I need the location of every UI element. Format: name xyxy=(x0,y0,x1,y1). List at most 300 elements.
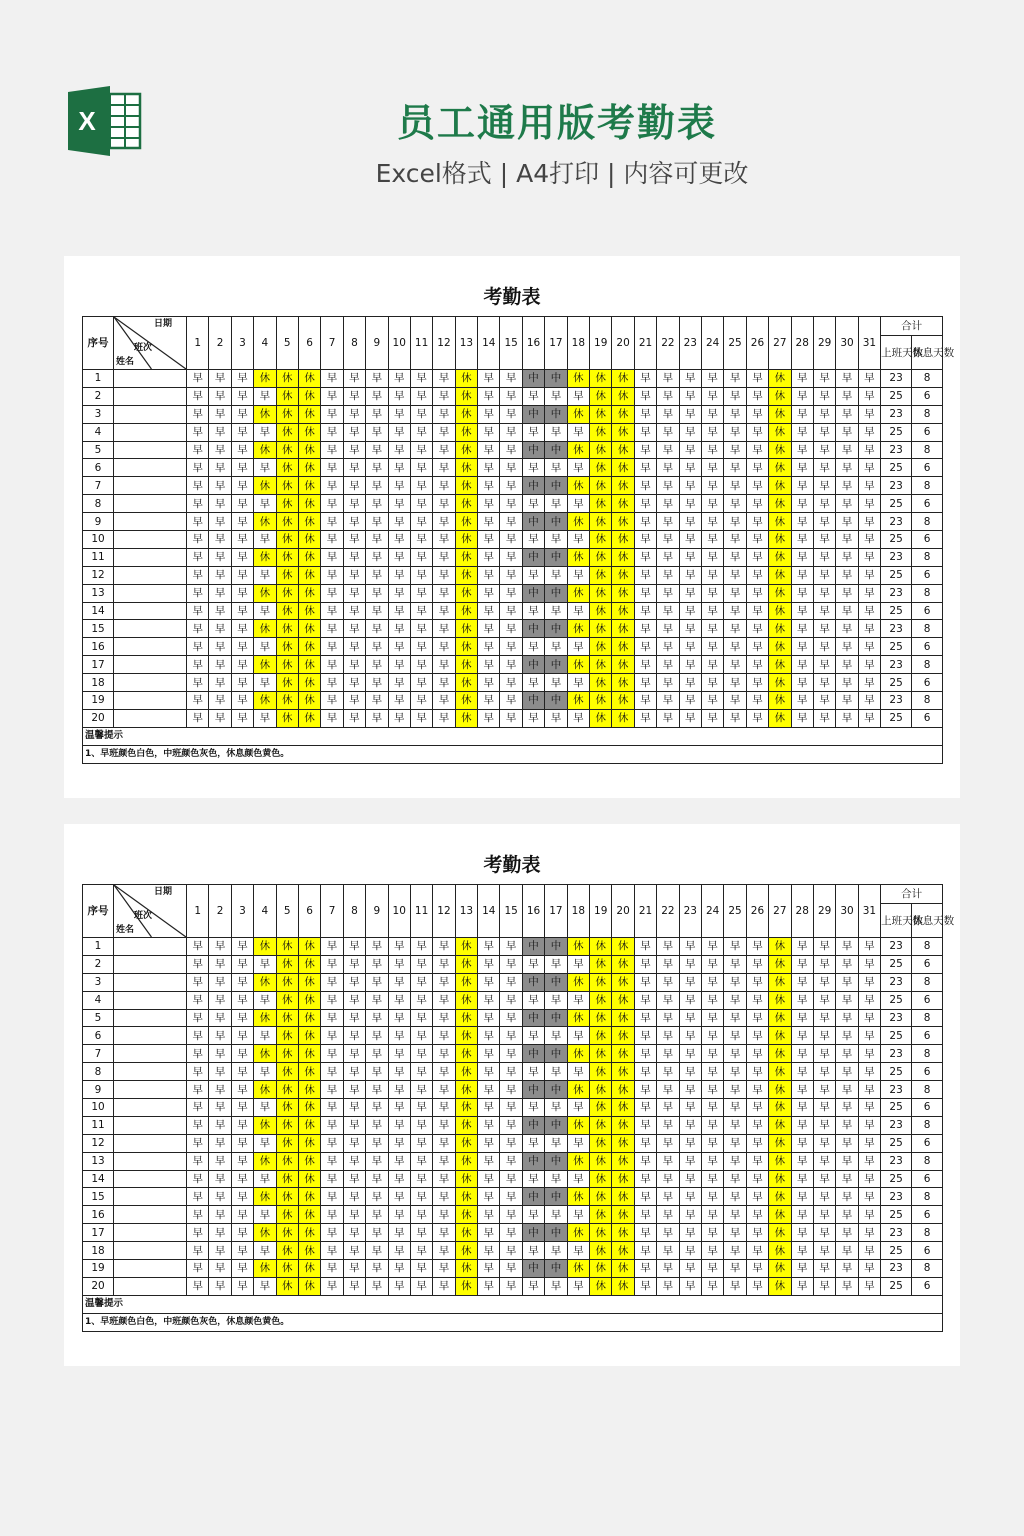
shift-cell[interactable]: 早 xyxy=(500,1152,522,1170)
shift-cell[interactable]: 早 xyxy=(410,638,432,656)
shift-cell[interactable]: 早 xyxy=(813,1152,835,1170)
shift-cell[interactable]: 早 xyxy=(522,1206,544,1224)
shift-cell[interactable]: 早 xyxy=(321,423,343,441)
shift-cell[interactable]: 早 xyxy=(500,1009,522,1027)
name-cell[interactable] xyxy=(114,1116,187,1134)
name-cell[interactable] xyxy=(114,423,187,441)
shift-cell[interactable]: 早 xyxy=(343,370,365,388)
shift-cell[interactable]: 早 xyxy=(701,1009,723,1027)
shift-cell[interactable]: 休 xyxy=(254,1152,276,1170)
shift-cell[interactable]: 休 xyxy=(769,1260,791,1278)
shift-cell[interactable]: 早 xyxy=(388,495,410,513)
shift-cell[interactable]: 早 xyxy=(410,1063,432,1081)
name-cell[interactable] xyxy=(114,1134,187,1152)
shift-cell[interactable]: 早 xyxy=(746,566,768,584)
shift-cell[interactable]: 早 xyxy=(724,1260,746,1278)
shift-cell[interactable]: 早 xyxy=(478,1277,500,1295)
shift-cell[interactable]: 早 xyxy=(366,656,388,674)
shift-cell[interactable]: 早 xyxy=(343,656,365,674)
shift-cell[interactable]: 休 xyxy=(276,459,298,477)
shift-cell[interactable]: 早 xyxy=(836,1277,858,1295)
shift-cell[interactable]: 早 xyxy=(701,1188,723,1206)
shift-cell[interactable]: 早 xyxy=(209,1152,231,1170)
shift-cell[interactable]: 早 xyxy=(701,1152,723,1170)
shift-cell[interactable]: 早 xyxy=(746,513,768,531)
shift-cell[interactable]: 早 xyxy=(366,1188,388,1206)
shift-cell[interactable]: 早 xyxy=(478,602,500,620)
shift-cell[interactable]: 早 xyxy=(209,656,231,674)
shift-cell[interactable]: 休 xyxy=(276,1116,298,1134)
shift-cell[interactable]: 早 xyxy=(836,938,858,956)
shift-cell[interactable]: 早 xyxy=(433,370,455,388)
shift-cell[interactable]: 休 xyxy=(769,548,791,566)
shift-cell[interactable]: 早 xyxy=(478,423,500,441)
shift-cell[interactable]: 休 xyxy=(276,531,298,549)
shift-cell[interactable]: 早 xyxy=(746,1081,768,1099)
shift-cell[interactable]: 早 xyxy=(321,1206,343,1224)
shift-cell[interactable]: 休 xyxy=(455,566,477,584)
shift-cell[interactable]: 中 xyxy=(545,477,567,495)
shift-cell[interactable]: 早 xyxy=(321,709,343,727)
shift-cell[interactable]: 早 xyxy=(231,1170,253,1188)
shift-cell[interactable]: 早 xyxy=(858,674,880,692)
shift-cell[interactable]: 休 xyxy=(590,1206,612,1224)
shift-cell[interactable]: 早 xyxy=(545,1277,567,1295)
shift-cell[interactable]: 早 xyxy=(231,548,253,566)
shift-cell[interactable]: 早 xyxy=(657,1277,679,1295)
shift-cell[interactable]: 早 xyxy=(187,1170,209,1188)
shift-cell[interactable]: 早 xyxy=(209,405,231,423)
shift-cell[interactable]: 中 xyxy=(545,513,567,531)
shift-cell[interactable]: 早 xyxy=(746,638,768,656)
shift-cell[interactable]: 早 xyxy=(634,1099,656,1117)
shift-cell[interactable]: 早 xyxy=(657,1242,679,1260)
shift-cell[interactable]: 早 xyxy=(366,405,388,423)
shift-cell[interactable]: 休 xyxy=(276,602,298,620)
shift-cell[interactable]: 早 xyxy=(522,495,544,513)
shift-cell[interactable]: 早 xyxy=(343,459,365,477)
shift-cell[interactable]: 早 xyxy=(433,477,455,495)
shift-cell[interactable]: 早 xyxy=(791,674,813,692)
shift-cell[interactable]: 休 xyxy=(298,584,320,602)
shift-cell[interactable]: 中 xyxy=(545,1152,567,1170)
shift-cell[interactable]: 早 xyxy=(634,1152,656,1170)
shift-cell[interactable]: 休 xyxy=(455,370,477,388)
shift-cell[interactable]: 早 xyxy=(858,584,880,602)
shift-cell[interactable]: 早 xyxy=(500,1242,522,1260)
shift-cell[interactable]: 早 xyxy=(478,405,500,423)
shift-cell[interactable]: 早 xyxy=(545,638,567,656)
shift-cell[interactable]: 休 xyxy=(590,1242,612,1260)
shift-cell[interactable]: 早 xyxy=(679,459,701,477)
shift-cell[interactable]: 早 xyxy=(231,1027,253,1045)
name-cell[interactable] xyxy=(114,1242,187,1260)
shift-cell[interactable]: 早 xyxy=(343,1188,365,1206)
shift-cell[interactable]: 休 xyxy=(590,477,612,495)
shift-cell[interactable]: 早 xyxy=(858,638,880,656)
shift-cell[interactable]: 休 xyxy=(567,1009,589,1027)
shift-cell[interactable]: 早 xyxy=(187,991,209,1009)
shift-cell[interactable]: 中 xyxy=(545,548,567,566)
shift-cell[interactable]: 早 xyxy=(791,1242,813,1260)
shift-cell[interactable]: 早 xyxy=(254,495,276,513)
shift-cell[interactable]: 休 xyxy=(612,1260,634,1278)
shift-cell[interactable]: 休 xyxy=(455,1099,477,1117)
shift-cell[interactable]: 休 xyxy=(254,1116,276,1134)
shift-cell[interactable]: 早 xyxy=(701,1116,723,1134)
shift-cell[interactable]: 早 xyxy=(343,1277,365,1295)
shift-cell[interactable]: 早 xyxy=(836,674,858,692)
shift-cell[interactable]: 早 xyxy=(478,674,500,692)
shift-cell[interactable]: 早 xyxy=(813,566,835,584)
shift-cell[interactable]: 早 xyxy=(366,370,388,388)
shift-cell[interactable]: 早 xyxy=(657,513,679,531)
shift-cell[interactable]: 早 xyxy=(746,620,768,638)
shift-cell[interactable]: 早 xyxy=(187,1152,209,1170)
shift-cell[interactable]: 早 xyxy=(254,459,276,477)
shift-cell[interactable]: 早 xyxy=(813,1081,835,1099)
shift-cell[interactable]: 休 xyxy=(276,1260,298,1278)
shift-cell[interactable]: 中 xyxy=(522,1152,544,1170)
shift-cell[interactable]: 早 xyxy=(366,566,388,584)
shift-cell[interactable]: 早 xyxy=(410,1134,432,1152)
shift-cell[interactable]: 休 xyxy=(298,938,320,956)
shift-cell[interactable]: 早 xyxy=(500,370,522,388)
shift-cell[interactable]: 早 xyxy=(567,423,589,441)
shift-cell[interactable]: 早 xyxy=(343,495,365,513)
shift-cell[interactable]: 早 xyxy=(724,477,746,495)
shift-cell[interactable]: 休 xyxy=(567,1224,589,1242)
shift-cell[interactable]: 早 xyxy=(343,513,365,531)
shift-cell[interactable]: 早 xyxy=(679,1188,701,1206)
shift-cell[interactable]: 早 xyxy=(791,602,813,620)
shift-cell[interactable]: 休 xyxy=(567,1260,589,1278)
shift-cell[interactable]: 早 xyxy=(500,955,522,973)
shift-cell[interactable]: 早 xyxy=(724,548,746,566)
shift-cell[interactable]: 早 xyxy=(209,991,231,1009)
name-cell[interactable] xyxy=(114,973,187,991)
shift-cell[interactable]: 早 xyxy=(724,1206,746,1224)
shift-cell[interactable]: 早 xyxy=(724,955,746,973)
shift-cell[interactable]: 早 xyxy=(836,1027,858,1045)
shift-cell[interactable]: 休 xyxy=(590,423,612,441)
shift-cell[interactable]: 早 xyxy=(701,423,723,441)
shift-cell[interactable]: 早 xyxy=(791,1152,813,1170)
shift-cell[interactable]: 早 xyxy=(343,1224,365,1242)
shift-cell[interactable]: 休 xyxy=(590,1081,612,1099)
shift-cell[interactable]: 早 xyxy=(433,1063,455,1081)
shift-cell[interactable]: 中 xyxy=(522,938,544,956)
shift-cell[interactable]: 早 xyxy=(433,1081,455,1099)
shift-cell[interactable]: 早 xyxy=(187,423,209,441)
shift-cell[interactable]: 早 xyxy=(701,1134,723,1152)
shift-cell[interactable]: 休 xyxy=(612,1188,634,1206)
shift-cell[interactable]: 早 xyxy=(679,1152,701,1170)
shift-cell[interactable]: 休 xyxy=(612,387,634,405)
shift-cell[interactable]: 休 xyxy=(455,1242,477,1260)
shift-cell[interactable]: 早 xyxy=(746,991,768,1009)
shift-cell[interactable]: 早 xyxy=(634,973,656,991)
shift-cell[interactable]: 早 xyxy=(701,955,723,973)
shift-cell[interactable]: 休 xyxy=(590,1116,612,1134)
shift-cell[interactable]: 休 xyxy=(769,405,791,423)
shift-cell[interactable]: 早 xyxy=(231,955,253,973)
shift-cell[interactable]: 休 xyxy=(612,938,634,956)
shift-cell[interactable]: 早 xyxy=(791,1081,813,1099)
shift-cell[interactable]: 休 xyxy=(276,566,298,584)
shift-cell[interactable]: 早 xyxy=(724,674,746,692)
shift-cell[interactable]: 早 xyxy=(746,584,768,602)
shift-cell[interactable]: 早 xyxy=(746,1099,768,1117)
shift-cell[interactable]: 早 xyxy=(836,1260,858,1278)
shift-cell[interactable]: 早 xyxy=(209,674,231,692)
shift-cell[interactable]: 早 xyxy=(657,1206,679,1224)
shift-cell[interactable]: 早 xyxy=(366,1116,388,1134)
name-cell[interactable] xyxy=(114,1170,187,1188)
shift-cell[interactable]: 休 xyxy=(567,656,589,674)
shift-cell[interactable]: 早 xyxy=(545,709,567,727)
shift-cell[interactable]: 休 xyxy=(276,1224,298,1242)
shift-cell[interactable]: 休 xyxy=(769,495,791,513)
shift-cell[interactable]: 休 xyxy=(455,387,477,405)
shift-cell[interactable]: 早 xyxy=(657,1045,679,1063)
shift-cell[interactable]: 休 xyxy=(276,548,298,566)
shift-cell[interactable]: 早 xyxy=(836,1099,858,1117)
shift-cell[interactable]: 休 xyxy=(298,1134,320,1152)
shift-cell[interactable]: 早 xyxy=(724,531,746,549)
name-cell[interactable] xyxy=(114,1152,187,1170)
shift-cell[interactable]: 休 xyxy=(298,387,320,405)
shift-cell[interactable]: 休 xyxy=(612,656,634,674)
shift-cell[interactable]: 早 xyxy=(500,405,522,423)
shift-cell[interactable]: 早 xyxy=(500,709,522,727)
shift-cell[interactable]: 休 xyxy=(590,387,612,405)
shift-cell[interactable]: 早 xyxy=(634,1063,656,1081)
shift-cell[interactable]: 休 xyxy=(612,1063,634,1081)
shift-cell[interactable]: 早 xyxy=(634,1045,656,1063)
shift-cell[interactable]: 早 xyxy=(746,938,768,956)
shift-cell[interactable]: 休 xyxy=(567,938,589,956)
shift-cell[interactable]: 早 xyxy=(634,513,656,531)
shift-cell[interactable]: 休 xyxy=(276,692,298,710)
shift-cell[interactable]: 早 xyxy=(813,1260,835,1278)
name-cell[interactable] xyxy=(114,620,187,638)
shift-cell[interactable]: 中 xyxy=(522,513,544,531)
shift-cell[interactable]: 早 xyxy=(209,692,231,710)
shift-cell[interactable]: 早 xyxy=(321,459,343,477)
shift-cell[interactable]: 早 xyxy=(701,692,723,710)
shift-cell[interactable]: 早 xyxy=(858,477,880,495)
shift-cell[interactable]: 早 xyxy=(209,602,231,620)
shift-cell[interactable]: 早 xyxy=(679,1081,701,1099)
shift-cell[interactable]: 早 xyxy=(724,459,746,477)
shift-cell[interactable]: 早 xyxy=(388,566,410,584)
shift-cell[interactable]: 早 xyxy=(858,1170,880,1188)
shift-cell[interactable]: 早 xyxy=(724,423,746,441)
shift-cell[interactable]: 休 xyxy=(276,955,298,973)
shift-cell[interactable]: 早 xyxy=(657,548,679,566)
shift-cell[interactable]: 早 xyxy=(858,1116,880,1134)
shift-cell[interactable]: 早 xyxy=(791,1116,813,1134)
shift-cell[interactable]: 休 xyxy=(455,1206,477,1224)
name-cell[interactable] xyxy=(114,495,187,513)
shift-cell[interactable]: 早 xyxy=(388,991,410,1009)
shift-cell[interactable]: 早 xyxy=(813,1277,835,1295)
shift-cell[interactable]: 早 xyxy=(366,1152,388,1170)
shift-cell[interactable]: 休 xyxy=(455,1188,477,1206)
shift-cell[interactable]: 早 xyxy=(858,1009,880,1027)
shift-cell[interactable]: 早 xyxy=(634,991,656,1009)
shift-cell[interactable]: 早 xyxy=(813,370,835,388)
shift-cell[interactable]: 早 xyxy=(231,1063,253,1081)
shift-cell[interactable]: 早 xyxy=(813,709,835,727)
shift-cell[interactable]: 早 xyxy=(657,1099,679,1117)
shift-cell[interactable]: 早 xyxy=(231,1081,253,1099)
shift-cell[interactable]: 早 xyxy=(478,1045,500,1063)
shift-cell[interactable]: 早 xyxy=(478,370,500,388)
shift-cell[interactable]: 早 xyxy=(478,1224,500,1242)
shift-cell[interactable]: 休 xyxy=(612,548,634,566)
shift-cell[interactable]: 早 xyxy=(724,692,746,710)
shift-cell[interactable]: 早 xyxy=(634,955,656,973)
shift-cell[interactable]: 早 xyxy=(343,387,365,405)
shift-cell[interactable]: 早 xyxy=(500,991,522,1009)
shift-cell[interactable]: 早 xyxy=(433,1170,455,1188)
shift-cell[interactable]: 早 xyxy=(343,1009,365,1027)
shift-cell[interactable]: 休 xyxy=(590,1009,612,1027)
shift-cell[interactable]: 早 xyxy=(231,477,253,495)
shift-cell[interactable]: 早 xyxy=(657,495,679,513)
shift-cell[interactable]: 早 xyxy=(187,1134,209,1152)
shift-cell[interactable]: 早 xyxy=(657,566,679,584)
shift-cell[interactable]: 早 xyxy=(836,423,858,441)
shift-cell[interactable]: 早 xyxy=(366,1027,388,1045)
shift-cell[interactable]: 早 xyxy=(231,620,253,638)
shift-cell[interactable]: 早 xyxy=(791,991,813,1009)
shift-cell[interactable]: 休 xyxy=(769,1099,791,1117)
shift-cell[interactable]: 早 xyxy=(187,973,209,991)
shift-cell[interactable]: 早 xyxy=(410,566,432,584)
shift-cell[interactable]: 早 xyxy=(478,1063,500,1081)
shift-cell[interactable]: 休 xyxy=(276,423,298,441)
shift-cell[interactable]: 早 xyxy=(321,1170,343,1188)
shift-cell[interactable]: 早 xyxy=(858,1206,880,1224)
shift-cell[interactable]: 早 xyxy=(187,387,209,405)
shift-cell[interactable]: 早 xyxy=(746,602,768,620)
shift-cell[interactable]: 早 xyxy=(679,531,701,549)
shift-cell[interactable]: 早 xyxy=(231,1099,253,1117)
shift-cell[interactable]: 早 xyxy=(701,991,723,1009)
shift-cell[interactable]: 早 xyxy=(478,692,500,710)
shift-cell[interactable]: 早 xyxy=(500,1206,522,1224)
shift-cell[interactable]: 休 xyxy=(455,991,477,1009)
shift-cell[interactable]: 早 xyxy=(724,991,746,1009)
shift-cell[interactable]: 休 xyxy=(612,620,634,638)
shift-cell[interactable]: 休 xyxy=(590,1099,612,1117)
shift-cell[interactable]: 早 xyxy=(388,1063,410,1081)
shift-cell[interactable]: 休 xyxy=(590,955,612,973)
shift-cell[interactable]: 早 xyxy=(254,1206,276,1224)
shift-cell[interactable]: 早 xyxy=(231,370,253,388)
shift-cell[interactable]: 早 xyxy=(836,584,858,602)
shift-cell[interactable]: 休 xyxy=(769,709,791,727)
shift-cell[interactable]: 早 xyxy=(634,548,656,566)
shift-cell[interactable]: 早 xyxy=(813,638,835,656)
shift-cell[interactable]: 早 xyxy=(433,638,455,656)
shift-cell[interactable]: 早 xyxy=(500,584,522,602)
shift-cell[interactable]: 早 xyxy=(724,566,746,584)
shift-cell[interactable]: 早 xyxy=(433,991,455,1009)
shift-cell[interactable]: 早 xyxy=(433,1045,455,1063)
shift-cell[interactable]: 休 xyxy=(254,1045,276,1063)
shift-cell[interactable]: 早 xyxy=(634,1009,656,1027)
shift-cell[interactable]: 休 xyxy=(298,709,320,727)
shift-cell[interactable]: 中 xyxy=(545,1260,567,1278)
shift-cell[interactable]: 早 xyxy=(746,973,768,991)
shift-cell[interactable]: 中 xyxy=(545,692,567,710)
shift-cell[interactable]: 休 xyxy=(455,620,477,638)
shift-cell[interactable]: 休 xyxy=(590,441,612,459)
shift-cell[interactable]: 早 xyxy=(679,638,701,656)
shift-cell[interactable]: 早 xyxy=(321,692,343,710)
shift-cell[interactable]: 早 xyxy=(478,656,500,674)
shift-cell[interactable]: 早 xyxy=(500,1063,522,1081)
shift-cell[interactable]: 早 xyxy=(209,1009,231,1027)
shift-cell[interactable]: 早 xyxy=(791,513,813,531)
shift-cell[interactable]: 休 xyxy=(769,1170,791,1188)
shift-cell[interactable]: 早 xyxy=(813,405,835,423)
shift-cell[interactable]: 早 xyxy=(836,620,858,638)
shift-cell[interactable]: 早 xyxy=(410,602,432,620)
shift-cell[interactable]: 休 xyxy=(612,513,634,531)
shift-cell[interactable]: 早 xyxy=(567,1099,589,1117)
shift-cell[interactable]: 早 xyxy=(813,1170,835,1188)
shift-cell[interactable]: 休 xyxy=(276,1045,298,1063)
shift-cell[interactable]: 早 xyxy=(187,584,209,602)
shift-cell[interactable]: 休 xyxy=(276,513,298,531)
shift-cell[interactable]: 早 xyxy=(724,1170,746,1188)
shift-cell[interactable]: 早 xyxy=(836,709,858,727)
shift-cell[interactable]: 早 xyxy=(858,423,880,441)
name-cell[interactable] xyxy=(114,513,187,531)
shift-cell[interactable]: 早 xyxy=(366,584,388,602)
shift-cell[interactable]: 早 xyxy=(634,405,656,423)
shift-cell[interactable]: 早 xyxy=(410,1242,432,1260)
shift-cell[interactable]: 早 xyxy=(836,1009,858,1027)
shift-cell[interactable]: 早 xyxy=(231,1045,253,1063)
shift-cell[interactable]: 早 xyxy=(343,638,365,656)
name-cell[interactable] xyxy=(114,548,187,566)
shift-cell[interactable]: 早 xyxy=(410,423,432,441)
shift-cell[interactable]: 早 xyxy=(724,495,746,513)
shift-cell[interactable]: 早 xyxy=(433,1206,455,1224)
shift-cell[interactable]: 早 xyxy=(746,1224,768,1242)
name-cell[interactable] xyxy=(114,955,187,973)
shift-cell[interactable]: 早 xyxy=(366,1260,388,1278)
name-cell[interactable] xyxy=(114,370,187,388)
shift-cell[interactable]: 早 xyxy=(634,656,656,674)
shift-cell[interactable]: 早 xyxy=(858,405,880,423)
shift-cell[interactable]: 早 xyxy=(500,1134,522,1152)
shift-cell[interactable]: 休 xyxy=(298,531,320,549)
shift-cell[interactable]: 早 xyxy=(254,1134,276,1152)
shift-cell[interactable]: 早 xyxy=(500,441,522,459)
shift-cell[interactable]: 早 xyxy=(410,477,432,495)
shift-cell[interactable]: 早 xyxy=(791,584,813,602)
shift-cell[interactable]: 早 xyxy=(746,1116,768,1134)
shift-cell[interactable]: 休 xyxy=(254,405,276,423)
shift-cell[interactable]: 早 xyxy=(522,423,544,441)
